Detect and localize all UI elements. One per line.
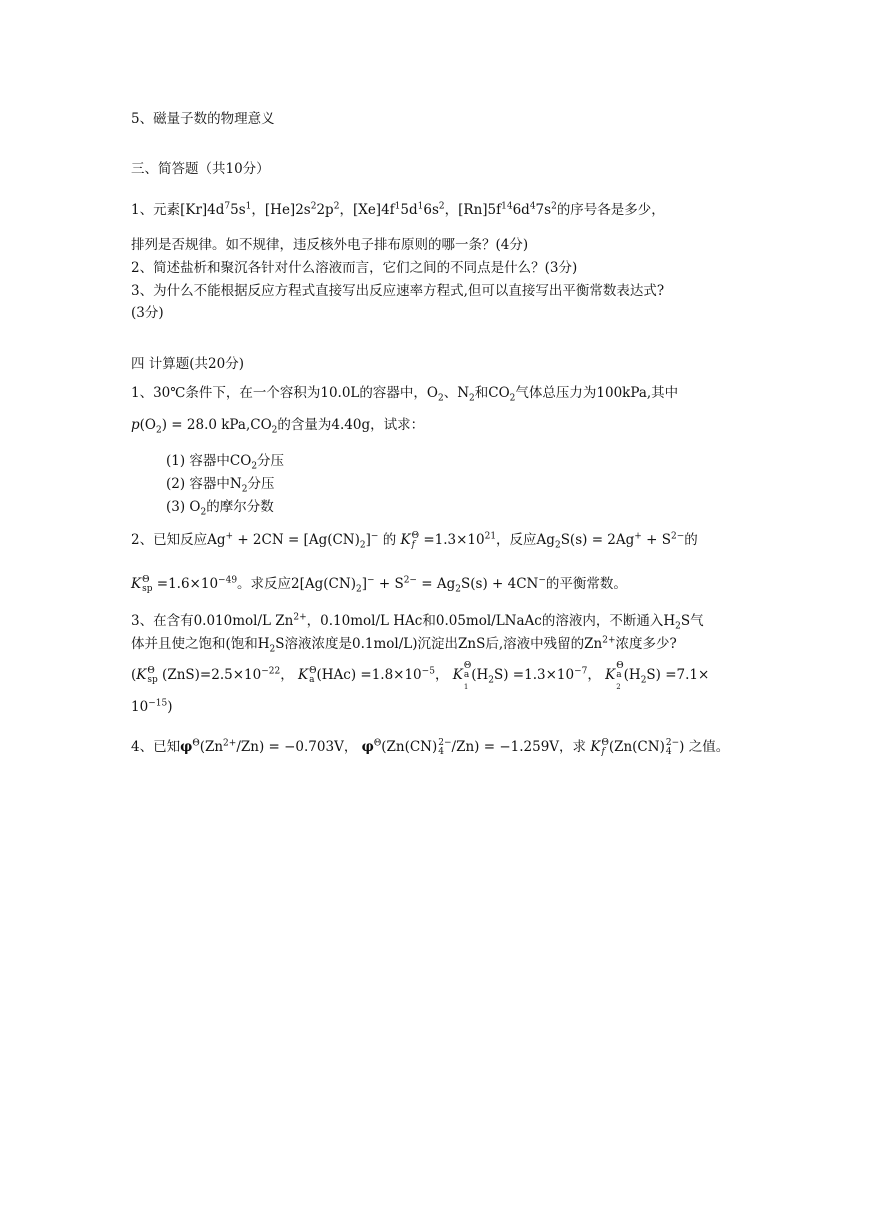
calc-q1-sub2: (2) 容器中$N_2$分压 — [166, 476, 275, 495]
calc-q2-line1: 2、已知反应$Ag^+ + 2CN = [Ag(CN)_2]^-$ 的 K Θ f $=1.3\times 10^{21}$，反应$Ag_2S(s) = 2Ag^+ + S^{2-}$的 — [131, 530, 698, 551]
short-answer-q1-line1: 1、元素$[Kr]4d^75s^1$，$[He]2s^22p^2$，$[Xe]4f^15d^16s^2$，$[Rn]5f^{14}6d^47s^2$的序号各是多少， — [131, 201, 665, 218]
calc-q4: 4、已知$\varphi^\Theta(Zn^{2+}/Zn) = -0.703V$， $\varphi^\Theta(Zn(CN)$ 2− 4 /Zn) = −1.259V，求 K Θ f (Zn(CN) 2− 4 ) 之值。 — [131, 737, 730, 757]
short-answer-q3-line1: 3、为什么不能根据反应方程式直接写出反应速率方程式,但可以直接写出平衡常数表达式? — [131, 283, 665, 299]
calc-q1-line1: 1、30℃条件下，在一个容积为10.0L的容器中，$O_2$、$N_2$和$CO_2$气体总压力为100kPa,其中 — [131, 385, 679, 404]
short-answer-q1-line2: 排列是否规律。如不规律，违反核外电子排布原则的哪一条？(4分) — [131, 237, 529, 253]
section-short-answer-header: 三、简答题（共10分） — [131, 161, 270, 177]
calc-q3-line3: (K Θ sp $(ZnS)=2.5\times 10^{-22}$， K Θ a $(HAc) =1.8\times 10^{-5}$， K Θ a $_1$ $(H_2S) =1.3\times 10^{-7}$， K Θ a $_2$ $(H_2S) =7.1\times$ — [131, 661, 710, 691]
question-magnetic-quantum-number: 5、磁量子数的物理意义 — [131, 111, 275, 127]
calc-q1-sub1: (1) 容器中$CO_2$分压 — [166, 453, 285, 472]
calc-q1-line2: $p(O_2) = 28.0$ $kPa,CO_2$的含量为4.40g，试求： — [131, 417, 425, 436]
short-answer-q3-line2: (3分) — [131, 305, 164, 321]
calc-q3-line4: $10^{-15}$) — [131, 698, 173, 715]
calc-q2-line2: K Θ sp $=1.6\times 10^{-49}$。求反应$2[Ag(CN)_2]^- + S^{2-} = Ag_2S(s) + 4CN^-$的平衡常数。 — [131, 574, 627, 595]
calc-q3-line1: 3、在含有0.010mol/L $Zn^{2+}$，0.10mol/L HAc和0.05mol/LNaAc的溶液内，不断通入$H_2S$气 — [131, 612, 704, 632]
short-answer-q2: 2、简述盐析和聚沉各针对什么溶液而言，它们之间的不同点是什么？(3分) — [131, 260, 578, 276]
section-calculation-header: 四 计算题(共20分) — [131, 356, 245, 372]
calc-q1-sub3: (3) $O_2$的摩尔分数 — [166, 499, 274, 518]
calc-q3-line2: 体并且使之饱和(饱和$H_2S$溶液浓度是0.1mol/L)沉淀出ZnS后,溶液中残留的$Zn^{2+}$浓度多少? — [131, 635, 677, 655]
